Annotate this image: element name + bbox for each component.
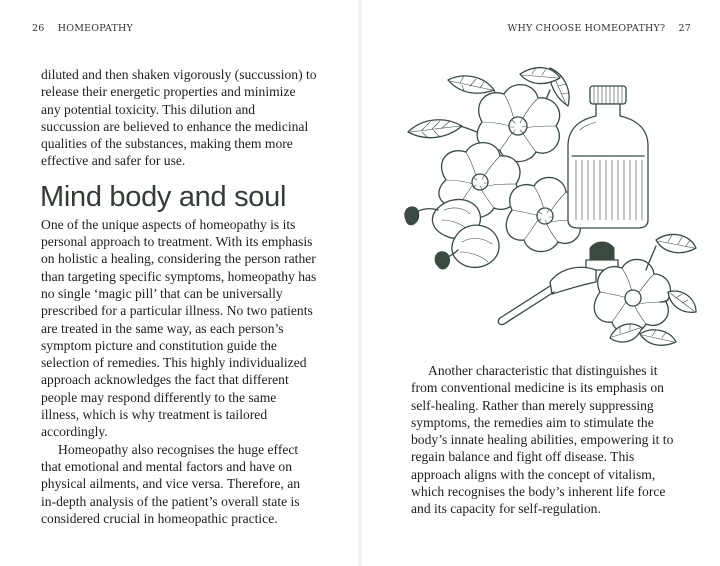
right-page-number: 27 [678,23,691,34]
right-running-title: WHY CHOOSE HOMEOPATHY? [507,23,666,34]
glass-bottle-icon [568,86,648,228]
page-gutter [357,0,363,566]
left-paragraph-3: Homeopathy also recognises the huge effect that emotional and mental factors and have on physical ailments, and vice versa. Therefore, an in-depth analysis of the patient’s overall state is considered crucial in homeopathic practice. [41,441,301,526]
left-paragraph-2: One of the unique aspects of homeopathy is its personal approach to treatment. With its emphasis on holistic a healing, considering the person rather than targeting specific symptoms, homeopathy has no single ‘magic pill’ that can be universally prescribed for a particular illness. No two patients are treated in the same way, as each person’s symptom picture and constitution guide the selection of remedies. This highly individualized approach acknowledges the fact that different people may respond differently to the same illness, which is why treatment is tailored accordingly. [41,216,317,440]
left-running-title: HOMEOPATHY [57,23,134,34]
leaf-icon [448,76,494,93]
right-column [411,362,687,518]
section-heading: Mind body and soul [40,180,287,213]
left-page-number: 26 [32,23,45,34]
rose-flower-icon [594,259,670,333]
right-paragraph-1: Another characteristic that distinguishes it from conventional medicine is its emphasis on self-healing. Rather than merely suppressing symptoms, the remedies aim to stimulate the body’s innate healing abilities, empowering it to regain balance and fight off disease. This approach aligns with the concept of vitalism, which recognises the body’s inherent life force and its capacity for self-regulation. [411,363,674,517]
right-running-head [508,23,691,34]
left-running-head [32,23,133,34]
left-paragraph-1: diluted and then shaken vigorously (succussion) to release their energetic properties and minimize any potential toxicity. This dilution and succussion are believed to enhance the medicinal qualities of the substances, making them more effective and safer for use. [41,67,317,169]
botanical-illustration [400,60,700,350]
left-column [41,66,317,527]
leaf-icon [656,234,696,252]
leaf-icon [408,120,462,138]
leaf-icon [640,330,676,345]
leaf-icon [668,291,696,312]
